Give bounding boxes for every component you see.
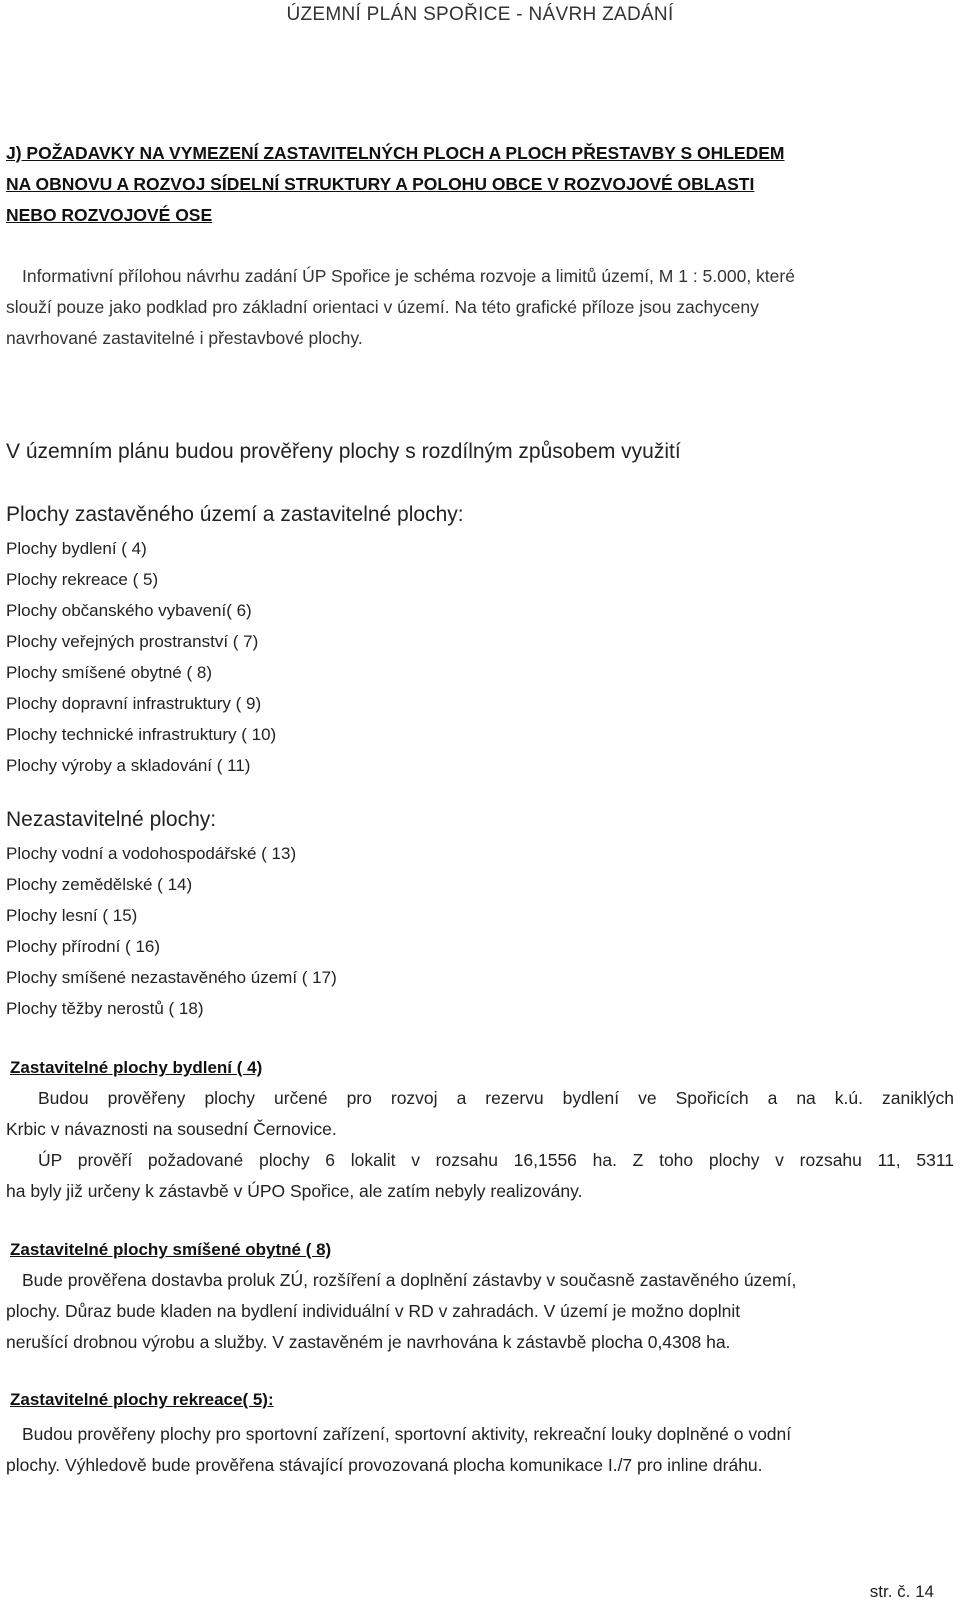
list-item: Plochy veřejných prostranství ( 7) [6, 632, 259, 651]
list-item: Plochy občanského vybavení( 6) [6, 601, 252, 620]
paragraph-line: plochy. Výhledově bude prověřena stávající provozovaná plocha komunikace I./7 pro inline dráhu. [6, 1455, 763, 1475]
non-buildable-areas-list [6, 838, 337, 1024]
list-item: Plochy přírodní ( 16) [6, 937, 161, 956]
list-item: Plochy smíšené nezastavěného území ( 17) [6, 968, 337, 987]
built-up-areas-list [6, 533, 276, 781]
list-item: Plochy rekreace ( 5) [6, 570, 159, 589]
mixed-residential-paragraph [6, 1265, 954, 1358]
paragraph-line: ha byly již určeny k zástavbě v ÚPO Spořice, ale zatím nebyly realizovány. [6, 1181, 583, 1201]
paragraph-line: nerušící drobnou výrobu a služby. V zastavěném je navrhována k zástavbě plocha 0,4308 ha. [6, 1332, 731, 1352]
list-item: Plochy vodní a vodohospodářské ( 13) [6, 844, 297, 863]
paragraph-line: Krbic v návaznosti na sousední Černovice. [6, 1119, 337, 1139]
paragraph-line: Budou prověřeny plochy pro sportovní zařízení, sportovní aktivity, rekreační louky doplněné o vodní [22, 1424, 792, 1444]
list-item: Plochy zemědělské ( 14) [6, 875, 193, 894]
paragraph-line: plochy. Důraz bude kladen na bydlení individuální v RD v zahradách. V území je možno doplnit [6, 1301, 741, 1321]
list-item: Plochy výroby a skladování ( 11) [6, 756, 251, 775]
built-up-areas-title: Plochy zastavěného území a zastavitelné plochy: [6, 503, 464, 526]
recreation-heading: Zastavitelné plochy rekreace( 5): [10, 1390, 274, 1409]
page-number: str. č. 14 [869, 1582, 934, 1601]
housing-paragraph [6, 1083, 954, 1207]
list-item: Plochy těžby nerostů ( 18) [6, 999, 204, 1018]
list-item: Plochy lesní ( 15) [6, 906, 138, 925]
mixed-residential-heading: Zastavitelné plochy smíšené obytné ( 8) [10, 1240, 332, 1259]
list-item: Plochy smíšené obytné ( 8) [6, 663, 212, 682]
section-heading-line: NEBO ROZVOJOVÉ OSE [6, 205, 213, 225]
section-heading-line: J) POŽADAVKY NA VYMEZENÍ ZASTAVITELNÝCH PLOCH A PLOCH PŘESTAVBY S OHLEDEM [6, 143, 785, 163]
non-buildable-areas-title: Nezastavitelné plochy: [6, 808, 217, 831]
running-header: ÚZEMNÍ PLÁN SPOŘICE - NÁVRH ZADÁNÍ [286, 4, 674, 25]
paragraph-line: ÚP prověří požadované plochy 6 lokalit v rozsahu 16,1556 ha. Z toho plochy v rozsahu 11, 5311 [38, 1150, 954, 1170]
housing-heading: Zastavitelné plochy bydlení ( 4) [10, 1058, 263, 1077]
recreation-paragraph [6, 1419, 954, 1481]
intro-paragraph [6, 261, 956, 354]
list-item: Plochy technické infrastruktury ( 10) [6, 725, 277, 744]
intro-line: navrhované zastavitelné i přestavbové plochy. [6, 328, 363, 348]
overview-statement: V územním plánu budou prověřeny plochy s rozdílným způsobem využití [6, 440, 681, 463]
list-item: Plochy bydlení ( 4) [6, 539, 147, 558]
list-item: Plochy dopravní infrastruktury ( 9) [6, 694, 262, 713]
intro-line: slouží pouze jako podklad pro základní orientaci v území. Na této grafické příloze jsou zachyceny [6, 297, 759, 317]
paragraph-line: Bude prověřena dostavba proluk ZÚ, rozšíření a doplnění zástavby v současně zastavěného území, [22, 1270, 797, 1290]
paragraph-line: Budou prověřeny plochy určené pro rozvoj a rezervu bydlení ve Spořicích a na k.ú. zaniklých [38, 1088, 954, 1108]
section-heading [6, 138, 954, 231]
section-heading-line: NA OBNOVU A ROZVOJ SÍDELNÍ STRUKTURY A POLOHU OBCE V ROZVOJOVÉ OBLASTI [6, 174, 755, 194]
intro-line: Informativní přílohou návrhu zadání ÚP Spořice je schéma rozvoje a limitů území, M 1 : 5.000, které [22, 266, 795, 286]
